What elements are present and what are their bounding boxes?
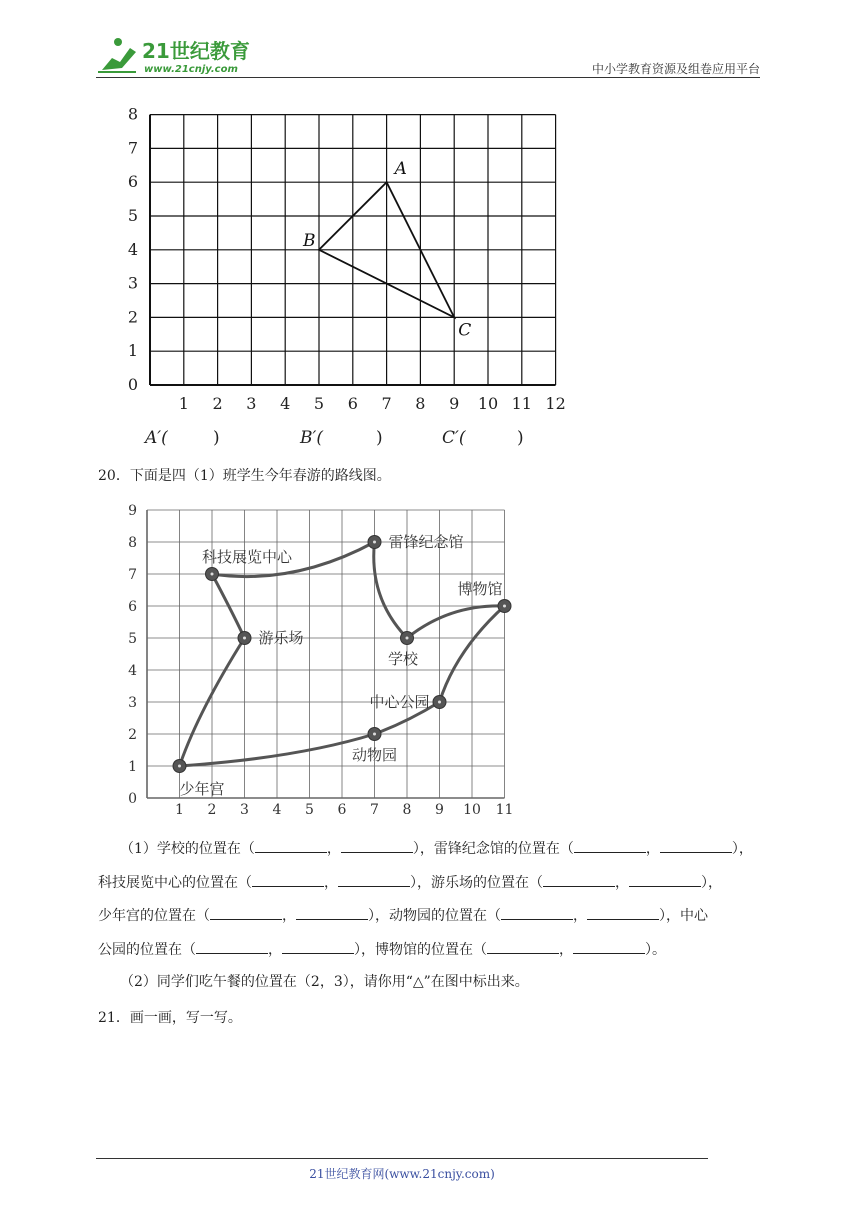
answer-blank[interactable]: [573, 939, 645, 954]
y-tick-label: 8: [127, 104, 138, 124]
y-tick-label: 8: [128, 535, 137, 551]
place-label: 游乐场: [258, 629, 304, 647]
footer-divider: [96, 1158, 708, 1159]
q20-p1-line4: 公园的位置在（ ， ），博物馆的位置在（ ， ）。: [98, 939, 666, 960]
x-tick-label: 10: [463, 802, 481, 818]
point-label-b: B: [303, 230, 316, 251]
place-label: 雷锋纪念馆: [388, 533, 464, 551]
y-tick-label: 1: [127, 341, 138, 361]
x-tick-label: 1: [175, 802, 184, 818]
logo-main-text: 21世纪教育: [142, 39, 250, 63]
answer-blank[interactable]: [296, 905, 368, 920]
y-tick-label: 1: [128, 759, 137, 775]
y-tick-label: 3: [128, 695, 137, 711]
site-logo: [96, 34, 266, 78]
x-tick-label: 7: [381, 394, 392, 413]
answer-label: C′(: [442, 428, 466, 448]
answer-blank[interactable]: [660, 838, 732, 853]
place-label: 少年宫: [179, 780, 225, 798]
y-tick-label: 0: [128, 791, 137, 807]
place-marker-center: [373, 541, 376, 544]
header-divider: [96, 77, 760, 78]
y-tick-label: 4: [127, 239, 138, 259]
footer-text: 21世纪教育网(www.21cnjy.com): [309, 1167, 495, 1181]
x-tick-label: 4: [280, 394, 291, 413]
answer-blank[interactable]: [629, 872, 701, 887]
point-label-a: A: [394, 159, 407, 180]
place-marker-center: [373, 733, 376, 736]
x-tick-label: 11: [495, 802, 514, 818]
answer-label: ): [517, 428, 524, 448]
place-label: 博物馆: [457, 580, 503, 598]
y-tick-label: 7: [128, 567, 137, 583]
q20-p1-line2: 科技展览中心的位置在（ ， ），游乐场的位置在（ ， ），: [98, 872, 722, 893]
x-tick-label: 5: [313, 394, 325, 413]
x-tick-label: 3: [240, 802, 249, 818]
answer-blank[interactable]: [196, 939, 268, 954]
answer-label: ): [376, 428, 383, 448]
x-tick-label: 2: [212, 394, 223, 413]
x-tick-label: 6: [337, 802, 347, 818]
x-tick-label: 7: [370, 802, 379, 818]
answer-blank[interactable]: [543, 872, 615, 887]
place-label: 动物园: [351, 746, 398, 764]
place-marker-center: [243, 637, 246, 640]
answer-label: B′(: [300, 428, 323, 448]
y-tick-label: 6: [127, 172, 138, 192]
answer-blank[interactable]: [574, 838, 646, 853]
y-tick-label: 0: [127, 375, 138, 394]
y-tick-label: 5: [128, 631, 137, 647]
x-tick-label: 3: [246, 394, 257, 413]
x-tick-label: 11: [511, 394, 532, 413]
x-tick-label: 10: [477, 394, 499, 413]
y-tick-label: 9: [128, 503, 137, 519]
x-tick-label: 2: [207, 802, 217, 818]
point-label-c: C: [458, 320, 472, 341]
y-tick-label: 2: [128, 727, 137, 743]
answer-blank[interactable]: [210, 905, 282, 920]
place-marker-center: [178, 765, 181, 768]
y-tick-label: 4: [128, 663, 137, 679]
answer-blank[interactable]: [255, 838, 327, 853]
x-tick-label: 1: [178, 394, 189, 413]
x-tick-label: 4: [272, 802, 282, 818]
q20-p1-line1: （1）学校的位置在（ ， ），雷锋纪念馆的位置在（ ， ），: [120, 838, 753, 859]
place-marker-center: [406, 637, 409, 640]
x-tick-label: 5: [305, 802, 314, 818]
place-label: 中心公园: [369, 693, 430, 711]
y-tick-label: 3: [127, 273, 138, 293]
logo-sub-text: www.21cnjy.com: [144, 64, 238, 75]
place-label: 学校: [387, 650, 419, 668]
runner-icon: [98, 38, 136, 72]
triangle-grid-figure: [110, 100, 580, 455]
answer-blank[interactable]: [341, 838, 413, 853]
x-tick-label: 8: [402, 802, 412, 818]
x-tick-label: 9: [449, 394, 460, 413]
answer-blank[interactable]: [501, 905, 573, 920]
q20-p2: （2）同学们吃午餐的位置在（2，3），请你用“△”在图中标出来。: [120, 974, 529, 990]
q20-p1-line3: 少年宫的位置在（ ， ），动物园的位置在（ ， ），中心: [98, 905, 708, 926]
answer-blank[interactable]: [282, 939, 354, 954]
answer-blank[interactable]: [252, 872, 324, 887]
place-marker-center: [211, 573, 214, 576]
answer-label: A′(: [145, 428, 168, 448]
answer-blank[interactable]: [587, 905, 659, 920]
q21-title: 21．画一画，写一写。: [98, 1010, 242, 1026]
x-tick-label: 6: [347, 394, 358, 413]
answer-blank[interactable]: [487, 939, 559, 954]
platform-title: 中小学教育资源及组卷应用平台: [591, 62, 760, 76]
y-tick-label: 7: [127, 138, 138, 158]
route-map-figure: [125, 498, 520, 828]
place-marker-center: [438, 701, 441, 704]
place-marker-center: [503, 605, 506, 608]
answer-label: ): [213, 428, 220, 448]
route-path: [374, 542, 407, 638]
x-tick-label: 12: [545, 394, 566, 413]
q20-title: 20．下面是四（1）班学生今年春游的路线图。: [98, 468, 391, 484]
place-label: 科技展览中心: [202, 548, 293, 566]
x-tick-label: 9: [435, 802, 444, 818]
answer-blank[interactable]: [338, 872, 410, 887]
y-tick-label: 2: [127, 307, 138, 327]
y-tick-label: 5: [127, 206, 138, 225]
y-tick-label: 6: [128, 599, 137, 615]
x-tick-label: 8: [415, 394, 426, 413]
